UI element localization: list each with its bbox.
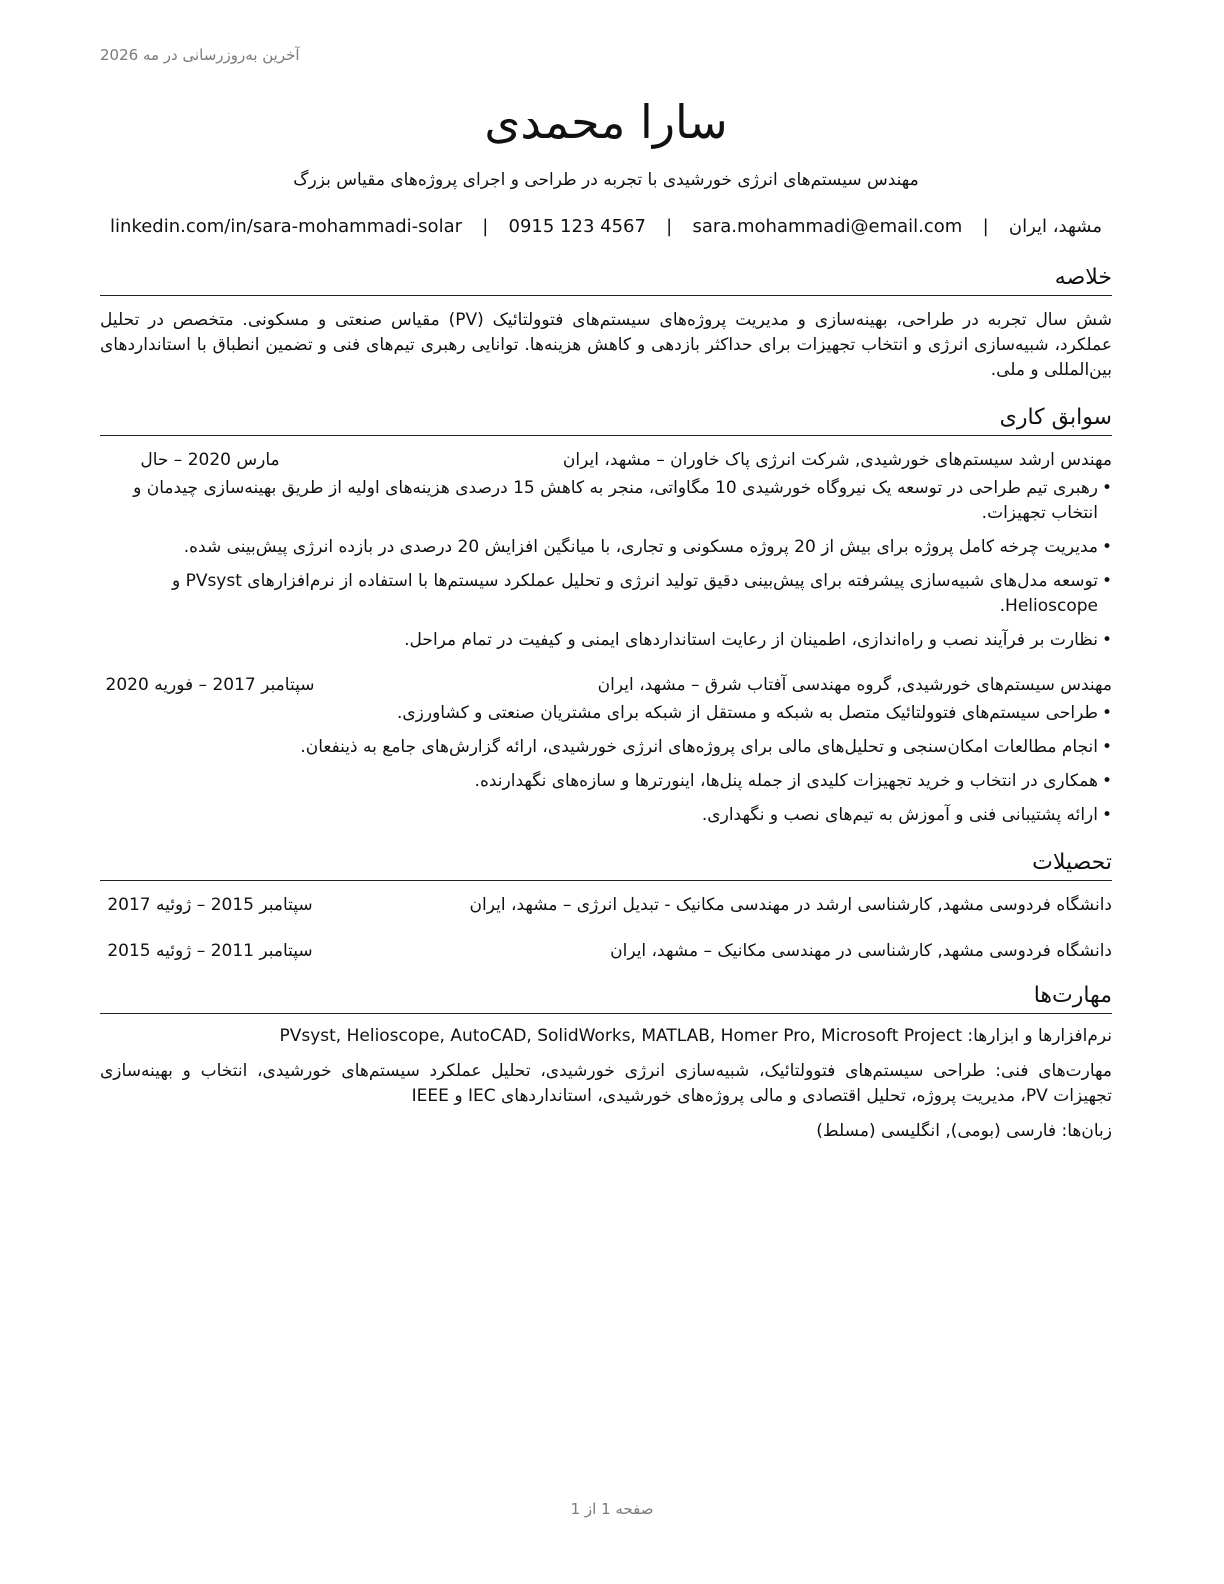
job-dates: مارس 2020 – حال bbox=[140, 450, 280, 470]
list-item: • ارائه پشتیبانی فنی و آموزش به تیم‌های نصب و نگهداری. bbox=[100, 803, 1112, 828]
person-name: سارا محمدی bbox=[484, 95, 728, 149]
contact-email[interactable]: sara.mohammadi@email.com bbox=[692, 216, 963, 237]
skills-technical: مهارت‌های فنی: طراحی سیستم‌های فتوولتائیک، شبیه‌سازی انرژی خورشیدی، تحلیل عملکرد سیستم‌های خورشیدی، انتخاب و بهینه‌سازی تجهیزات PV، مدیریت پروژه، تحلیل اقتصادی و مالی پروژه‌های خورشیدی، استانداردهای IEC و IEEE bbox=[100, 1061, 1112, 1106]
education-title: تحصیلات bbox=[100, 848, 1112, 881]
list-item: • انجام مطالعات امکان‌سنجی و تحلیل‌های مالی برای پروژه‌های انرژی خورشیدی، ارائه گزارش‌های جامع به ذینفعان. bbox=[100, 735, 1112, 760]
contact-linkedin[interactable]: linkedin.com/in/sara-mohammadi-solar bbox=[110, 216, 462, 237]
skills-title: مهارت‌ها bbox=[100, 981, 1112, 1014]
contact-phone[interactable]: 0915 123 4567 bbox=[508, 216, 646, 237]
skills-languages: زبان‌ها: فارسی (بومی), انگلیسی (مسلط) bbox=[816, 1121, 1112, 1141]
job-entry bbox=[100, 675, 1112, 828]
education-heading: دانشگاه فردوسی مشهد, کارشناسی در مهندسی مکانیک – مشهد، ایران bbox=[610, 941, 1112, 961]
contact-line bbox=[100, 216, 1112, 237]
job-heading: مهندس سیستم‌های خورشیدی, گروه مهندسی آفتاب شرق – مشهد، ایران bbox=[597, 675, 1112, 695]
job-dates: سپتامبر 2017 – فوریه 2020 bbox=[105, 675, 315, 695]
job-header bbox=[100, 450, 1112, 470]
contact-separator: | bbox=[982, 216, 989, 237]
education-entry bbox=[100, 941, 1112, 961]
contact-location: مشهد، ایران bbox=[1008, 216, 1102, 237]
job-heading: مهندس ارشد سیستم‌های خورشیدی, شرکت انرژی پاک خاوران – مشهد، ایران bbox=[562, 450, 1112, 470]
skills-software: نرم‌افزارها و ابزارها: PVsyst, Helioscope, AutoCAD, SolidWorks, MATLAB, Homer Pro, Microsoft Project bbox=[279, 1026, 1112, 1046]
job-bullets bbox=[100, 701, 1112, 828]
education-heading: دانشگاه فردوسی مشهد, کارشناسی ارشد در مهندسی مکانیک - تبدیل انرژی – مشهد، ایران bbox=[469, 895, 1112, 915]
contact-separator: | bbox=[666, 216, 673, 237]
job-bullets bbox=[100, 476, 1112, 653]
education-dates: سپتامبر 2015 – ژوئیه 2017 bbox=[107, 895, 313, 915]
list-item: • توسعه مدل‌های شبیه‌سازی پیشرفته برای پیش‌بینی دقیق تولید انرژی و تحلیل عملکرد سیستم‌ها با استفاده از نرم‌افزارهای PVsyst و Helioscope. bbox=[100, 569, 1112, 619]
resume-content bbox=[100, 90, 1112, 1144]
job-header bbox=[100, 675, 1112, 695]
list-item: • رهبری تیم طراحی در توسعه یک نیروگاه خورشیدی 10 مگاواتی، منجر به کاهش 15 درصدی هزینه‌های اولیه از طریق بهینه‌سازی چیدمان و انتخاب تجهیزات. bbox=[100, 476, 1112, 526]
tagline: مهندس سیستم‌های انرژی خورشیدی با تجربه در طراحی و اجرای پروژه‌های مقیاس بزرگ bbox=[293, 170, 919, 190]
list-item: • همکاری در انتخاب و خرید تجهیزات کلیدی از جمله پنل‌ها، اینورترها و سازه‌های نگهدارنده. bbox=[100, 769, 1112, 794]
education-dates: سپتامبر 2011 – ژوئیه 2015 bbox=[107, 941, 313, 961]
page-number: صفحه 1 از 1 bbox=[570, 1500, 654, 1518]
list-item: • طراحی سیستم‌های فتوولتائیک متصل به شبکه و مستقل از شبکه برای مشتریان صنعتی و کشاورزی. bbox=[100, 701, 1112, 726]
list-item: • مدیریت چرخه کامل پروژه برای بیش از 20 پروژه مسکونی و تجاری، با میانگین افزایش 20 درصدی در بازده انرژی پیش‌بینی شده. bbox=[100, 535, 1112, 560]
summary-text: شش سال تجربه در طراحی، بهینه‌سازی و مدیریت پروژه‌های سیستم‌های فتوولتائیک (PV) مقیاس صنعتی و مسکونی. متخصص در تحلیل عملکرد، شبیه‌سازی انرژی و انتخاب تجهیزات برای حداکثر بازدهی و کاهش هزینه‌ها. توانایی رهبری تیم‌های فنی و تضمین انطباق با استانداردهای بین‌المللی و ملی. bbox=[100, 310, 1112, 380]
summary-title: خلاصه bbox=[100, 263, 1112, 296]
list-item: • نظارت بر فرآیند نصب و راه‌اندازی، اطمینان از رعایت استانداردهای ایمنی و کیفیت در تمام مراحل. bbox=[100, 628, 1112, 653]
education-entry bbox=[100, 895, 1112, 915]
job-entry bbox=[100, 450, 1112, 653]
contact-separator: | bbox=[482, 216, 489, 237]
last-updated: آخرین به‌روزرسانی در مه 2026 bbox=[100, 46, 300, 64]
experience-title: سوابق کاری bbox=[100, 403, 1112, 436]
